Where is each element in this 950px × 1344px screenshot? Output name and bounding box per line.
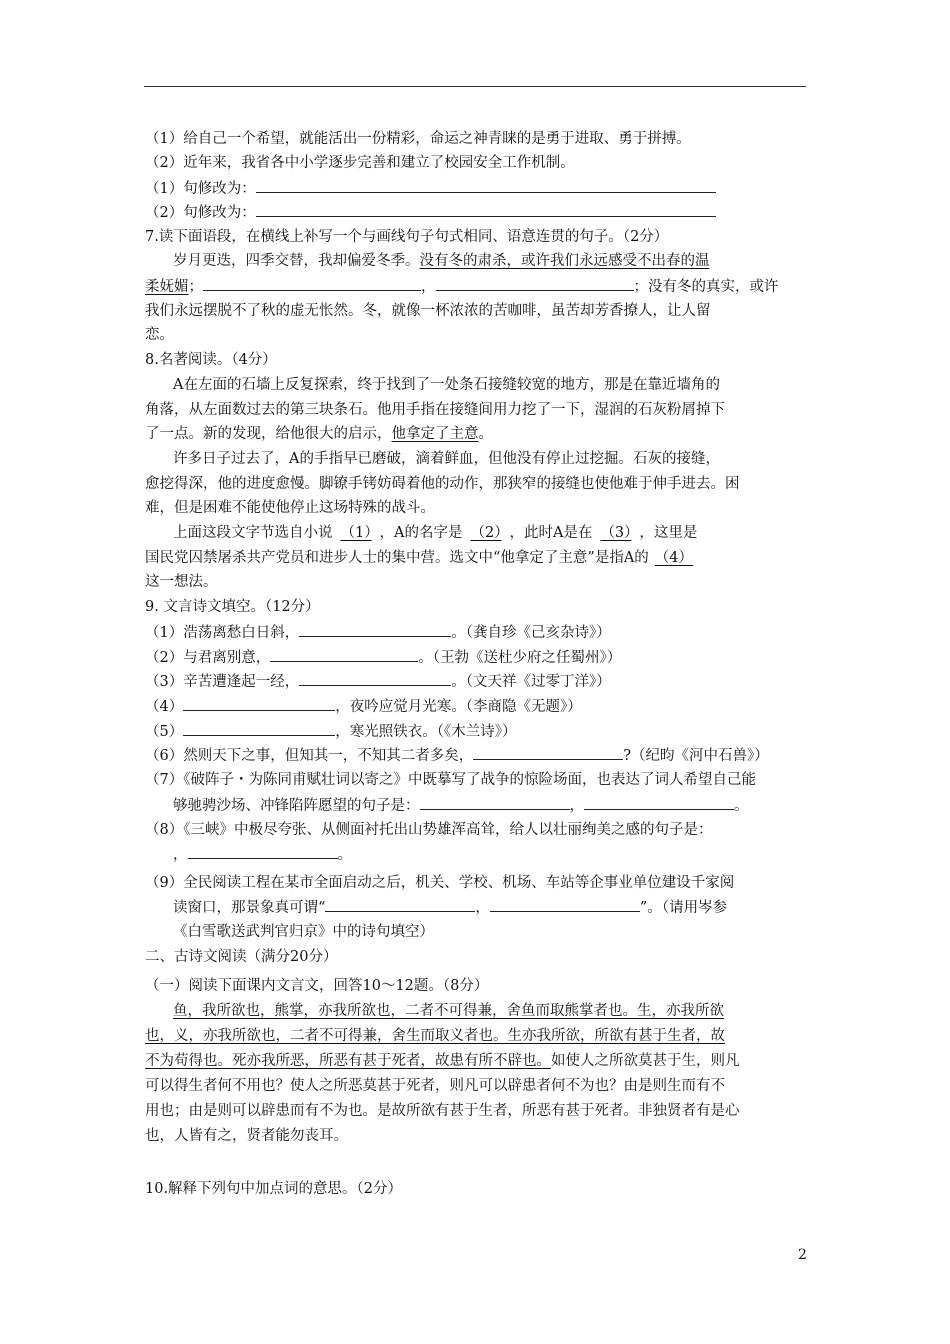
q9-1-blank[interactable] <box>299 622 451 637</box>
q8-underlined-phrase: 他拿定了主意 <box>391 426 479 442</box>
q9-item-2 <box>145 647 621 668</box>
q9-9-blank-2[interactable] <box>490 897 640 912</box>
q6-sentence-2: （2）近年来，我省各中小学逐步完善和建立了校园安全工作机制。 <box>145 155 575 171</box>
q8-para-c-2 <box>145 548 699 568</box>
q8-c-text-4: ，这里是 <box>639 525 698 541</box>
q7-comma: ， <box>421 279 436 295</box>
q6-sentence-1: （1）给自己一个希望，就能活出一份精彩，命运之神青睐的是勇于进取、勇于拼搏。 <box>145 131 691 147</box>
q6-fix-1-blank[interactable] <box>256 178 716 193</box>
q9-item-7-line-2 <box>145 795 749 816</box>
passage-line-2: 也，义，亦我所欲也，二者不可得兼，舍生而取义者也。生亦我所欲，所欲有甚于生者，故 <box>145 1028 725 1044</box>
q9-5-source: ，寒光照铁衣。（《木兰诗》） <box>335 724 517 740</box>
q9-7-blank-2[interactable] <box>584 795 734 810</box>
q8-para-c-1 <box>145 523 697 543</box>
q9-3-text: （3）辛苦遭逢起一经， <box>145 674 300 690</box>
q9-item-7-line-1: （7）《破阵子・为陈同甫赋壮词以寄之》中既摹写了战争的惊险场面，也表达了词人希望自己能 <box>145 772 756 788</box>
q8-blank-2[interactable]: （2） <box>470 525 502 541</box>
q8-para-c-3: 这一想法。 <box>145 574 218 590</box>
q9-4-source: ，夜吟应觉月光寒。（李商隐《无题》） <box>335 699 582 715</box>
q8-para-b-1: 许多日子过去了，A的手指早已磨破，滴着鲜血，但他没有停止过挖掘。石灰的接缝， <box>173 451 720 467</box>
q9-item-1 <box>145 622 611 643</box>
q9-9-text: 读窗口，那景象真可谓“ <box>173 900 326 916</box>
q8-para-b-2: 愈挖得深，他的进度愈慢。脚镣手铐妨碍着他的动作，那狭窄的接缝也使他难于伸手进去。困 <box>145 476 740 492</box>
q8-blank-4[interactable]: （4） <box>654 550 694 566</box>
q9-8-blank[interactable] <box>188 844 338 859</box>
q9-6-text: （6）然则天下之事，但知其一，不知其二者多矣， <box>145 748 474 764</box>
q9-item-8-line-1: （8）《三峡》中极尽夸张、从侧面衬托出山势雄浑高耸，给人以壮丽绚美之感的句子是： <box>145 822 713 838</box>
q9-6-source: ?（纪昀《河中石兽》） <box>623 748 769 764</box>
q10-title: 10.解释下列句中加点词的意思。（2分） <box>145 1181 403 1197</box>
q9-7-period: 。 <box>734 798 749 814</box>
q9-9-comma: ， <box>475 900 490 916</box>
q7-text: 岁月更迭，四季交替，我却偏爱冬季。 <box>173 253 420 269</box>
q7-underlined-sentence: 没有冬的肃杀，或许我们永远感受不出春的温 <box>419 253 710 269</box>
q9-title: 9. 文言诗文填空。（12分） <box>145 599 320 615</box>
q8-c-text-2: ，A的名字是 <box>379 525 463 541</box>
q8-title: 8.名著阅读。（4分） <box>145 352 277 368</box>
q9-item-9-line-3: 《白雪歌送武判官归京》中的诗句填空） <box>173 924 434 940</box>
q9-9-blank-1[interactable] <box>325 897 475 912</box>
q8-blank-3[interactable]: （3） <box>600 525 632 541</box>
passage-line-3 <box>145 1051 740 1071</box>
q9-2-source: 。（王勃《送杜少府之任蜀州》） <box>418 650 622 666</box>
section-2-title: 二、古诗文阅读（满分20分） <box>145 949 338 965</box>
q8-c-text-5: 国民党囚禁屠杀共产党员和进步人士的集中营。选文中“他拿定了主意”是指A的 <box>145 550 649 566</box>
q9-4-blank[interactable] <box>183 696 335 711</box>
q7-line-2 <box>145 276 779 297</box>
q9-1-source: 。（龚自珍《己亥杂诗》） <box>451 625 611 641</box>
q9-3-source: 。（文天祥《过零丁洋》） <box>451 674 611 690</box>
q7-line-4: 恋。 <box>145 327 174 343</box>
q9-7-blank-1[interactable] <box>420 795 570 810</box>
q9-2-text: （2）与君离别意， <box>145 650 271 666</box>
passage-line-6: 也，人皆有之，贤者能勿丧耳。 <box>145 1128 348 1144</box>
q9-7-comma: ， <box>569 798 584 814</box>
q7-line-3: 我们永远摆脱不了秋的虚无怅然。冬，就像一杯浓浓的苦咖啡，虽苦却芳香撩人，让人留 <box>145 303 711 319</box>
q9-item-6 <box>145 745 769 766</box>
q9-item-9-line-1: （9）全民阅读工程在某市全面启动之后，机关、学校、机场、车站等企事业单位建设千家阅 <box>145 875 735 891</box>
section-2-subtitle: （一）阅读下面课内文言文，回答10～12题。（8分） <box>145 978 489 994</box>
passage-underlined: 不为苟得也。死亦我所恶，所恶有甚于死者，故患有所不辟也。 <box>145 1053 551 1069</box>
q9-item-9-line-2 <box>145 897 727 918</box>
passage-plain: 如使人之所欲莫甚于生，则凡 <box>551 1053 740 1069</box>
q8-para-a-3 <box>145 424 493 444</box>
q9-5-blank[interactable] <box>183 721 335 736</box>
q8-c-text-1: 上面这段文字节选自小说 <box>173 525 333 541</box>
q8-period: 。 <box>478 426 493 442</box>
q7-text-after: ；没有冬的真实，或许 <box>633 279 779 295</box>
q9-8-comma: ， <box>173 847 188 863</box>
q6-fix-1 <box>145 178 716 199</box>
passage-line-1: 鱼，我所欲也，熊掌，亦我所欲也，二者不可得兼，舍鱼而取熊掌者也。生，亦我所欲 <box>173 1003 724 1019</box>
q7-line-1 <box>145 251 710 271</box>
header-rule <box>144 86 806 87</box>
q9-4-text: （4） <box>145 699 184 715</box>
q7-underlined-end: 柔妩媚 <box>145 279 189 295</box>
q9-2-blank[interactable] <box>270 647 418 662</box>
q7-semicolon: ； <box>188 279 203 295</box>
q9-8-period: 。 <box>337 847 352 863</box>
q9-1-text: （1）浩荡离愁白日斜， <box>145 625 300 641</box>
passage-line-4: 可以得生者何不用也？使人之所恶莫甚于死者，则凡可以辟患者何不为也？由是则生而有不 <box>145 1078 725 1094</box>
q7-blank-1[interactable] <box>203 276 421 291</box>
q6-fix-2-label: （2）句修改为： <box>145 205 256 221</box>
q9-6-blank[interactable] <box>473 745 623 760</box>
q9-item-5 <box>145 721 516 742</box>
q9-3-blank[interactable] <box>299 671 451 686</box>
q7-blank-2[interactable] <box>436 276 634 291</box>
q9-9-text-after: ”。（请用岑参 <box>639 900 728 916</box>
q9-item-3 <box>145 671 611 692</box>
q7-title: 7.读下面语段，在横线上补写一个与画线句子句式相同、语意连贯的句子。（2分） <box>145 229 669 245</box>
q6-fix-1-label: （1）句修改为： <box>145 181 256 197</box>
q9-item-8-line-2 <box>145 844 352 865</box>
q9-5-text: （5） <box>145 724 184 740</box>
q8-blank-1[interactable]: （1） <box>340 525 372 541</box>
q6-fix-2-blank[interactable] <box>256 202 716 217</box>
q8-text: 了一点。新的发现，给他很大的启示， <box>145 426 392 442</box>
q9-7-text: 够驰骋沙场、冲锋陷阵愿望的句子是： <box>173 798 420 814</box>
q6-fix-2 <box>145 202 716 223</box>
page-number: 2 <box>798 1247 807 1263</box>
q8-c-text-3: ，此时A是在 <box>509 525 593 541</box>
q8-para-a-2: 角落，从左面数过去的第三块条石。他用手指在接缝间用力挖了一下，湿润的石灰粉屑掉下 <box>145 402 725 418</box>
q8-para-b-3: 难，但是困难不能使他停止这场特殊的战斗。 <box>145 500 435 516</box>
q8-para-a-1: A在左面的石墙上反复探索，终于找到了一处条石接缝较宽的地方，那是在靠近墙角的 <box>173 377 720 393</box>
passage-line-5: 用也；由是则可以辟患而有不为也。是故所欲有甚于生者，所恶有甚于死者。非独贤者有是心 <box>145 1103 740 1119</box>
q9-item-4 <box>145 696 582 717</box>
